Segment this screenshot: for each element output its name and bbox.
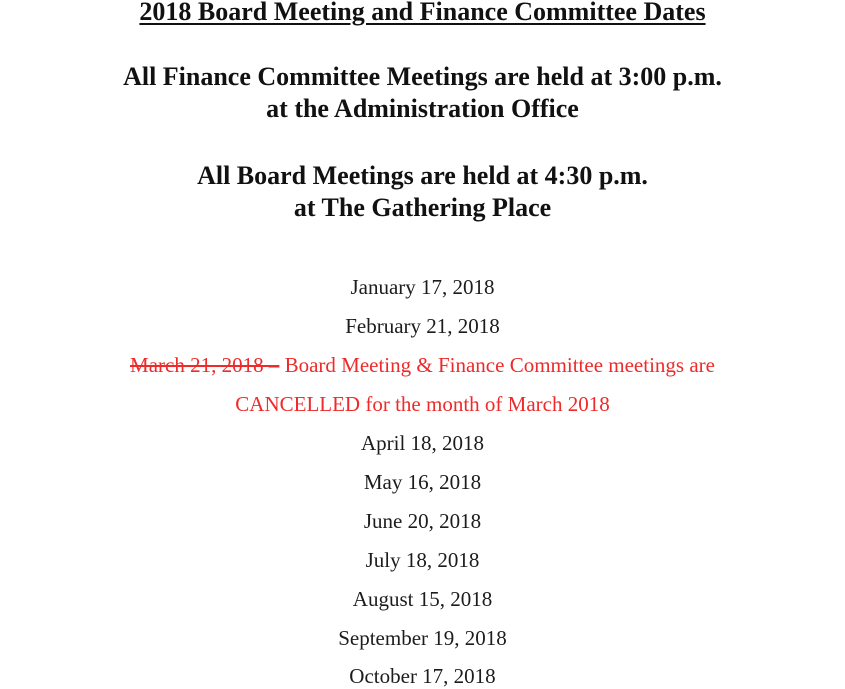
finance-committee-time: All Finance Committee Meetings are held at 3:00 p.m. <box>123 62 722 91</box>
meeting-date: April 18, 2018 <box>360 431 485 455</box>
board-meeting-time: All Board Meetings are held at 4:30 p.m. <box>197 161 648 190</box>
meeting-date: September 19, 2018 <box>338 626 507 650</box>
meeting-date: May 16, 2018 <box>363 470 482 494</box>
struck-date: March 21, 2018 – <box>130 353 280 377</box>
finance-committee-location: at the Administration Office <box>266 94 579 123</box>
meeting-date: July 18, 2018 <box>365 548 480 572</box>
meeting-date: January 17, 2018 <box>350 275 495 299</box>
meeting-date: October 17, 2018 <box>349 664 496 688</box>
document-title: 2018 Board Meeting and Finance Committee Dates <box>139 0 706 26</box>
cancelled-notice-text: Board Meeting & Finance Committee meetings are <box>279 353 715 377</box>
meeting-date: February 21, 2018 <box>345 314 500 338</box>
cancelled-notice-line1 <box>0 352 845 378</box>
meeting-date: August 15, 2018 <box>352 587 493 611</box>
meeting-date: June 20, 2018 <box>363 509 482 533</box>
cancelled-notice-line2: CANCELLED for the month of March 2018 <box>235 392 610 416</box>
board-meeting-location: at The Gathering Place <box>293 193 552 222</box>
